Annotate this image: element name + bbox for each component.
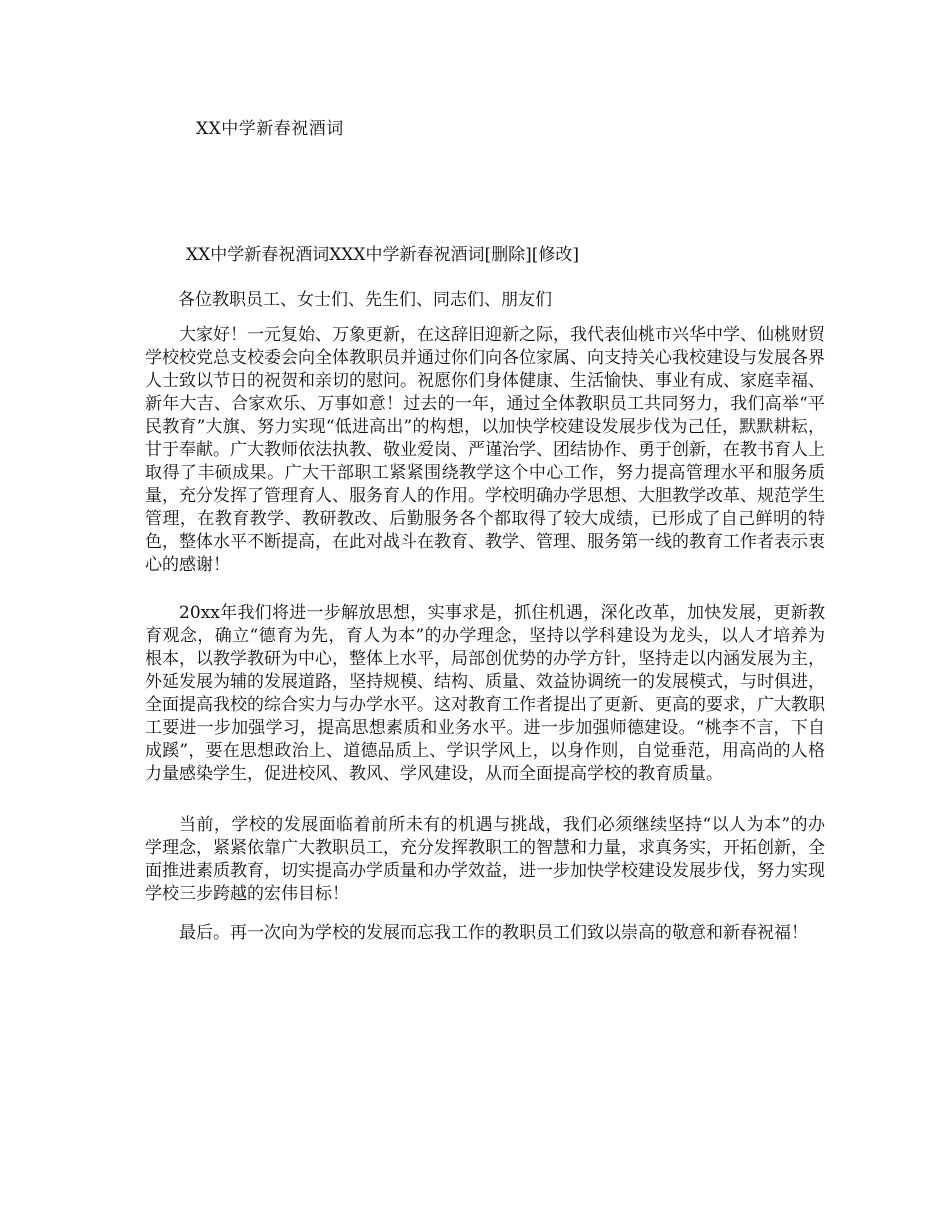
paragraph-challenges: 当前，学校的发展面临着前所未有的机遇与挑战，我们必须继续坚持“以人为本”的办学理念，紧紧依靠广大教职员工，充分发挥教职工的智慧和力量，求真务实，开拓创新，全面推进素质教育，切实提高办学质量和办学效益，进一步加快学校建设发展步伐，努力实现学校三步跨越的宏伟目标！ [145, 815, 825, 904]
paragraph-closing: 最后。再一次向为学校的发展而忘我工作的教职员工们致以崇高的敬意和新春祝福！ [179, 923, 808, 943]
document-subtitle: XX中学新春祝酒词XXX中学新春祝酒词[删除][修改] [186, 245, 580, 265]
paragraph-plans: 20xx年我们将进一步解放思想，实事求是，抓住机遇，深化改革，加快发展，更新教育观念，确立“德育为先，育人为本”的办学理念，坚持以学科建设为龙头，以人才培养为根本，以教学教研为中心，整体上水平，局部创优势的办学方针，坚持走以内涵发展为主，外延发展为辅的发展道路，坚持规模、结构、质量、效益协调统一的发展模式，与时俱进，全面提高我校的综合实力与办学水平。这对教育工作者提出了更新、更高的要求，广大教职工要进一步加强学习，提高思想素质和业务水平。进一步加强师德建设。“桃李不言，下自成蹊”，要在思想政治上、道德品质上、学识学风上，以身作则，自觉垂范，用高尚的人格力量感染学生，促进校风、教风、学风建设，从而全面提高学校的教育质量。 [145, 603, 825, 784]
document-title: XX中学新春祝酒词 [196, 119, 344, 139]
salutation: 各位教职员工、女士们、先生们、同志们、朋友们 [178, 290, 552, 310]
paragraph-greeting: 大家好！一元复始、万象更新，在这辞旧迎新之际，我代表仙桃市兴华中学、仙桃财贸学校校党总支校委会向全体教职员并通过你们向各位家属、向支持关心我校建设与发展各界人士致以节日的祝贺和亲切的慰问。祝愿你们身体健康、生活愉快、事业有成、家庭幸福、新年大吉、合家欢乐、万事如意！过去的一年，通过全体教职员工共同努力，我们高举“平民教育”大旗、努力实现“低进高出”的构想，以加快学校建设发展步伐为己任，默默耕耘，甘于奉献。广大教师依法执教、敬业爱岗、严谨治学、团结协作、勇于创新，在教书育人上取得了丰硕成果。广大干部职工紧紧围绕教学这个中心工作，努力提高管理水平和服务质量，充分发挥了管理育人、服务育人的作用。学校明确办学思想、大胆教学改革、规范学生管理，在教育教学、教研教改、后勤服务各个都取得了较大成绩，已形成了自己鲜明的特色，整体水平不断提高，在此对战斗在教育、教学、管理、服务第一线的教育工作者表示衷心的感谢！ [145, 325, 825, 575]
